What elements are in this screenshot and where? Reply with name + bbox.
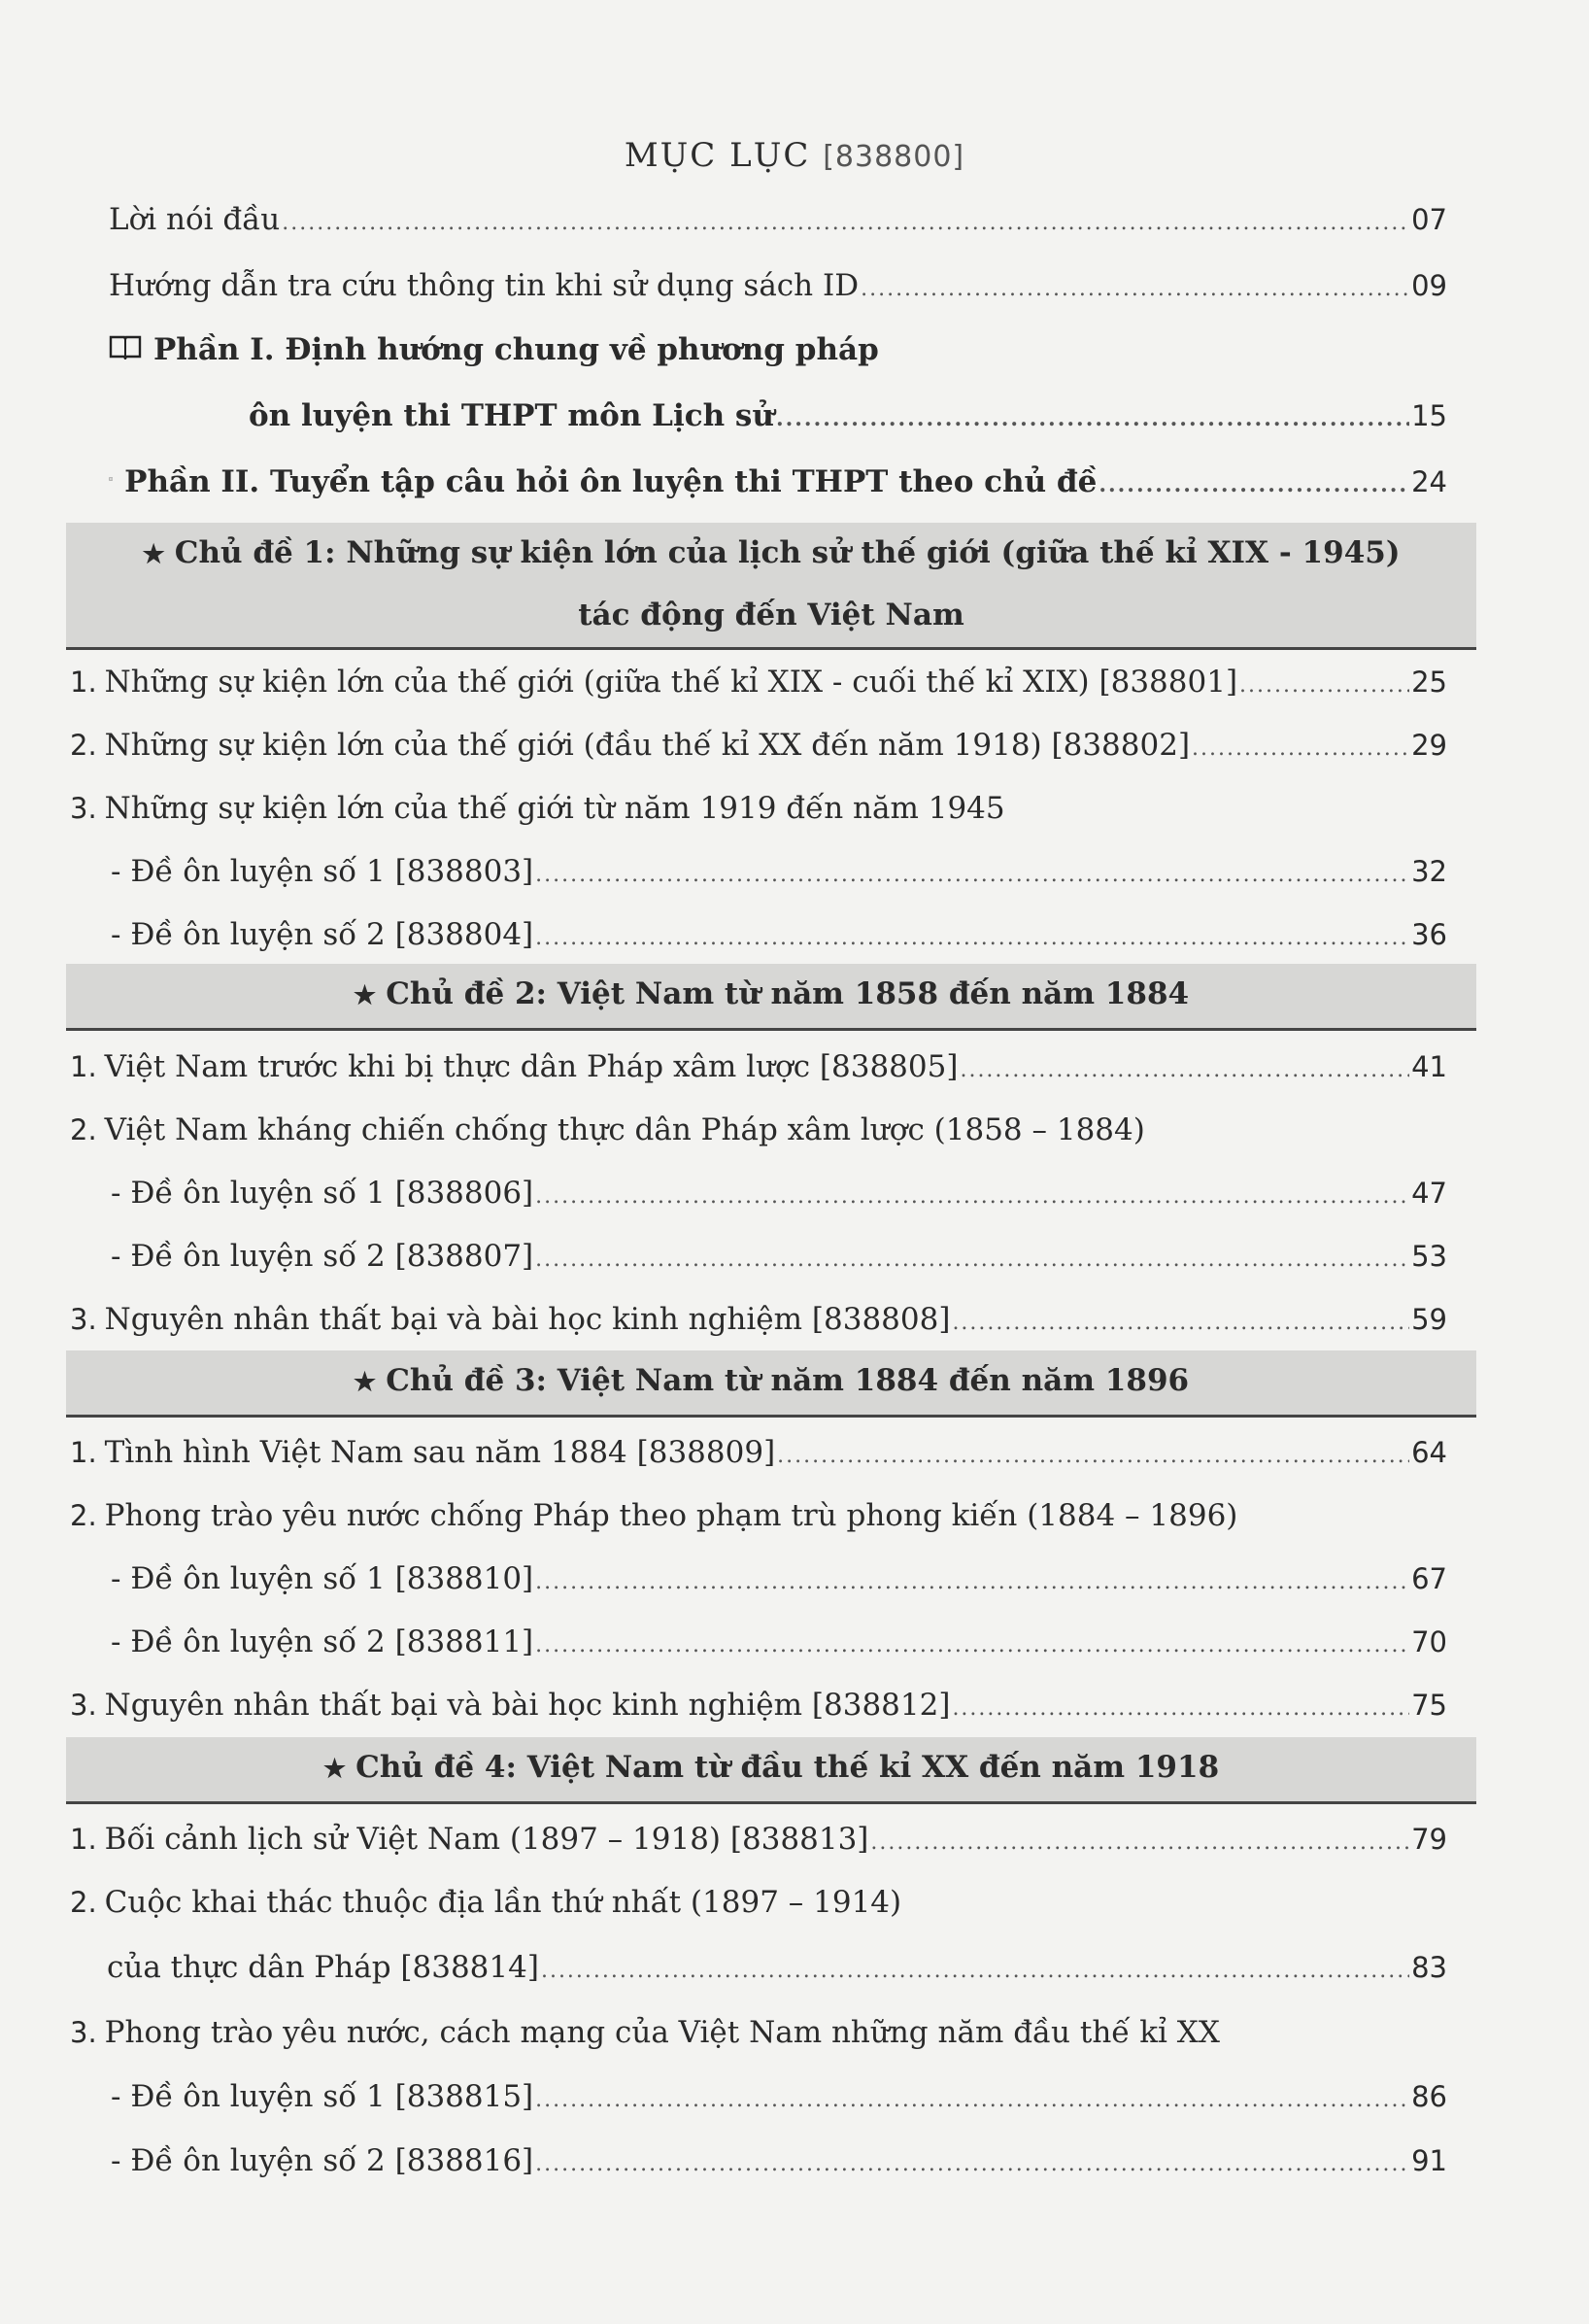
toc-entry[interactable]	[70, 2013, 1447, 2052]
entry-label: Việt Nam kháng chiến chống thực dân Pháp xâm lược (1858 – 1884)	[104, 1112, 1145, 1147]
entry-page: 07	[1411, 203, 1447, 236]
topic-heading-line1	[66, 1737, 1476, 1799]
toc-title	[0, 136, 1589, 175]
leader-dots	[952, 1690, 1409, 1728]
entry-label: - Đề ôn luyện số 2 [838811]	[111, 1624, 534, 1659]
book-icon	[109, 334, 142, 359]
entry-page: 67	[1411, 1562, 1447, 1595]
entry-number: 3.	[70, 792, 97, 825]
topic-heading-line1	[66, 964, 1476, 1026]
toc-entry[interactable]	[70, 1300, 1447, 1343]
toc-entry[interactable]	[70, 726, 1447, 769]
toc-entry-sub[interactable]	[111, 915, 1447, 958]
entry-label: - Đề ôn luyện số 2 [838807]	[111, 1239, 534, 1274]
toc-entry-part2[interactable]	[109, 462, 1447, 504]
leader-dots	[535, 2145, 1409, 2184]
entry-page: 32	[1411, 855, 1447, 888]
entry-label: Phong trào yêu nước chống Pháp theo phạm trù phong kiến (1884 – 1896)	[104, 1498, 1238, 1533]
entry-label: Những sự kiện lớn của thế giới từ năm 1919 đến năm 1945	[104, 791, 1005, 826]
entry-page: 59	[1411, 1303, 1447, 1336]
entry-number: 3.	[70, 2016, 97, 2049]
entry-number: 2.	[70, 1113, 97, 1146]
entry-page: 41	[1411, 1050, 1447, 1083]
entry-label: của thực dân Pháp [838814]	[107, 1950, 539, 1985]
toc-entry-sub[interactable]	[111, 1559, 1447, 1602]
entry-label: - Đề ôn luyện số 2 [838816]	[111, 2143, 534, 2178]
toc-entry[interactable]	[70, 1496, 1447, 1535]
entry-page: 24	[1411, 465, 1447, 498]
star-icon: ★	[142, 540, 165, 569]
entry-label: Phần I. Định hướng chung về phương pháp	[153, 332, 879, 367]
toc-entry-sub[interactable]	[111, 2077, 1447, 2120]
leader-dots	[1239, 666, 1409, 705]
entry-label: - Đề ôn luyện số 2 [838804]	[111, 917, 534, 952]
entry-page: 25	[1411, 666, 1447, 699]
topic-heading-2	[66, 964, 1476, 1031]
toc-entry-sub[interactable]	[111, 852, 1447, 895]
toc-entry[interactable]	[70, 1433, 1447, 1476]
leader-dots	[1099, 465, 1409, 504]
toc-entry[interactable]	[70, 1111, 1447, 1149]
entry-label: ôn luyện thi THPT môn Lịch sử	[249, 398, 774, 433]
toc-entry-part1-cont[interactable]	[249, 396, 1447, 438]
entry-page: 47	[1411, 1177, 1447, 1210]
entry-number: 3.	[70, 1303, 97, 1336]
topic-heading-line2: tác động đến Việt Nam	[578, 598, 964, 632]
topic-heading-line1	[66, 1350, 1476, 1413]
toc-entry[interactable]	[70, 663, 1447, 705]
entry-number: 1.	[70, 1823, 97, 1856]
entry-label: Việt Nam trước khi bị thực dân Pháp xâm lược [838805]	[104, 1049, 959, 1084]
leader-dots	[535, 919, 1409, 958]
leader-dots	[960, 1051, 1409, 1090]
entry-page: 15	[1411, 399, 1447, 432]
entry-label: Phong trào yêu nước, cách mạng của Việt Nam những năm đầu thế kỉ XX	[104, 2015, 1220, 2050]
entry-page: 75	[1411, 1689, 1447, 1722]
entry-label: - Đề ôn luyện số 1 [838806]	[111, 1176, 534, 1211]
entry-number: 2.	[70, 729, 97, 762]
leader-dots	[1192, 730, 1409, 769]
entry-number: 2.	[70, 1499, 97, 1532]
entry-label: - Đề ôn luyện số 1 [838803]	[111, 854, 534, 889]
leader-dots	[535, 856, 1409, 895]
topic-heading-text: Chủ đề 1: Những sự kiện lớn của lịch sử thế giới (giữa thế kỉ XIX - 1945)	[174, 535, 1401, 570]
entry-page: 53	[1411, 1240, 1447, 1273]
toc-entry-preface[interactable]	[109, 200, 1447, 243]
entry-label: Cuộc khai thác thuộc địa lần thứ nhất (1897 – 1914)	[104, 1885, 902, 1920]
entry-number: 1.	[70, 1436, 97, 1469]
topic-heading-text: Chủ đề 2: Việt Nam từ năm 1858 đến năm 1884	[386, 976, 1190, 1011]
star-icon: ★	[353, 1368, 377, 1397]
toc-entry-sub[interactable]	[111, 1237, 1447, 1280]
entry-page: 64	[1411, 1436, 1447, 1469]
toc-entry-part1[interactable]	[109, 330, 1447, 369]
leader-dots	[777, 1437, 1409, 1476]
entry-label: Phần II. Tuyển tập câu hỏi ôn luyện thi THPT theo chủ đề	[124, 464, 1098, 499]
toc-entry[interactable]	[70, 1047, 1447, 1090]
toc-title-text: MỤC LỤC	[624, 136, 811, 175]
topic-heading-4	[66, 1737, 1476, 1804]
entry-number: 1.	[70, 1050, 97, 1083]
topic-heading-line1	[66, 523, 1476, 585]
star-icon: ★	[322, 1755, 347, 1784]
leader-dots	[952, 1304, 1409, 1343]
toc-entry-sub[interactable]	[111, 1174, 1447, 1216]
leader-dots	[861, 270, 1409, 309]
leader-dots	[282, 204, 1409, 243]
leader-dots	[535, 1563, 1409, 1602]
entry-label: Hướng dẫn tra cứu thông tin khi sử dụng sách ID	[109, 268, 860, 303]
entry-label: Nguyên nhân thất bại và bài học kinh nghiệm [838808]	[104, 1302, 951, 1337]
toc-entry-cont[interactable]	[107, 1948, 1447, 1991]
entry-label: - Đề ôn luyện số 1 [838810]	[111, 1561, 534, 1596]
star-icon: ★	[353, 981, 377, 1010]
entry-page: 70	[1411, 1625, 1447, 1658]
book-icon	[109, 466, 113, 492]
entry-page: 36	[1411, 918, 1447, 951]
toc-entry-sub[interactable]	[111, 1623, 1447, 1665]
toc-entry[interactable]	[70, 789, 1447, 828]
topic-heading-1	[66, 523, 1476, 650]
leader-dots	[535, 2081, 1409, 2120]
toc-title-code: [838800]	[823, 140, 965, 174]
leader-dots	[541, 1952, 1409, 1991]
leader-dots	[535, 1241, 1409, 1280]
entry-label: Những sự kiện lớn của thế giới (giữa thế kỉ XIX - cuối thế kỉ XIX) [838801]	[104, 665, 1238, 700]
entry-label: Bối cảnh lịch sử Việt Nam (1897 – 1918) [838813]	[104, 1822, 869, 1857]
leader-dots	[535, 1178, 1409, 1216]
entry-number: 1.	[70, 666, 97, 699]
leader-dots	[535, 1626, 1409, 1665]
toc-entry[interactable]	[70, 1820, 1447, 1863]
entry-page: 83	[1411, 1951, 1447, 1984]
entry-label: Nguyên nhân thất bại và bài học kinh nghiệm [838812]	[104, 1688, 951, 1723]
entry-page: 91	[1411, 2144, 1447, 2177]
entry-label: Tình hình Việt Nam sau năm 1884 [838809]	[104, 1435, 776, 1470]
entry-page: 09	[1411, 269, 1447, 302]
leader-dots	[776, 399, 1409, 438]
entry-page: 86	[1411, 2080, 1447, 2113]
topic-heading-text: Chủ đề 4: Việt Nam từ đầu thế kỉ XX đến năm 1918	[355, 1750, 1220, 1785]
leader-dots	[870, 1824, 1409, 1863]
toc-entry-guide[interactable]	[109, 266, 1447, 309]
topic-heading-3	[66, 1350, 1476, 1418]
entry-label: Lời nói đầu	[109, 202, 281, 237]
topic-heading-text: Chủ đề 3: Việt Nam từ năm 1884 đến năm 1896	[386, 1363, 1190, 1398]
entry-label: Những sự kiện lớn của thế giới (đầu thế kỉ XX đến năm 1918) [838802]	[104, 728, 1191, 763]
toc-entry[interactable]	[70, 1883, 1447, 1922]
toc-entry-sub[interactable]	[111, 2141, 1447, 2184]
entry-page: 79	[1411, 1823, 1447, 1856]
toc-entry[interactable]	[70, 1686, 1447, 1728]
entry-number: 3.	[70, 1689, 97, 1722]
entry-number: 2.	[70, 1886, 97, 1919]
entry-label: - Đề ôn luyện số 1 [838815]	[111, 2079, 534, 2114]
entry-page: 29	[1411, 729, 1447, 762]
